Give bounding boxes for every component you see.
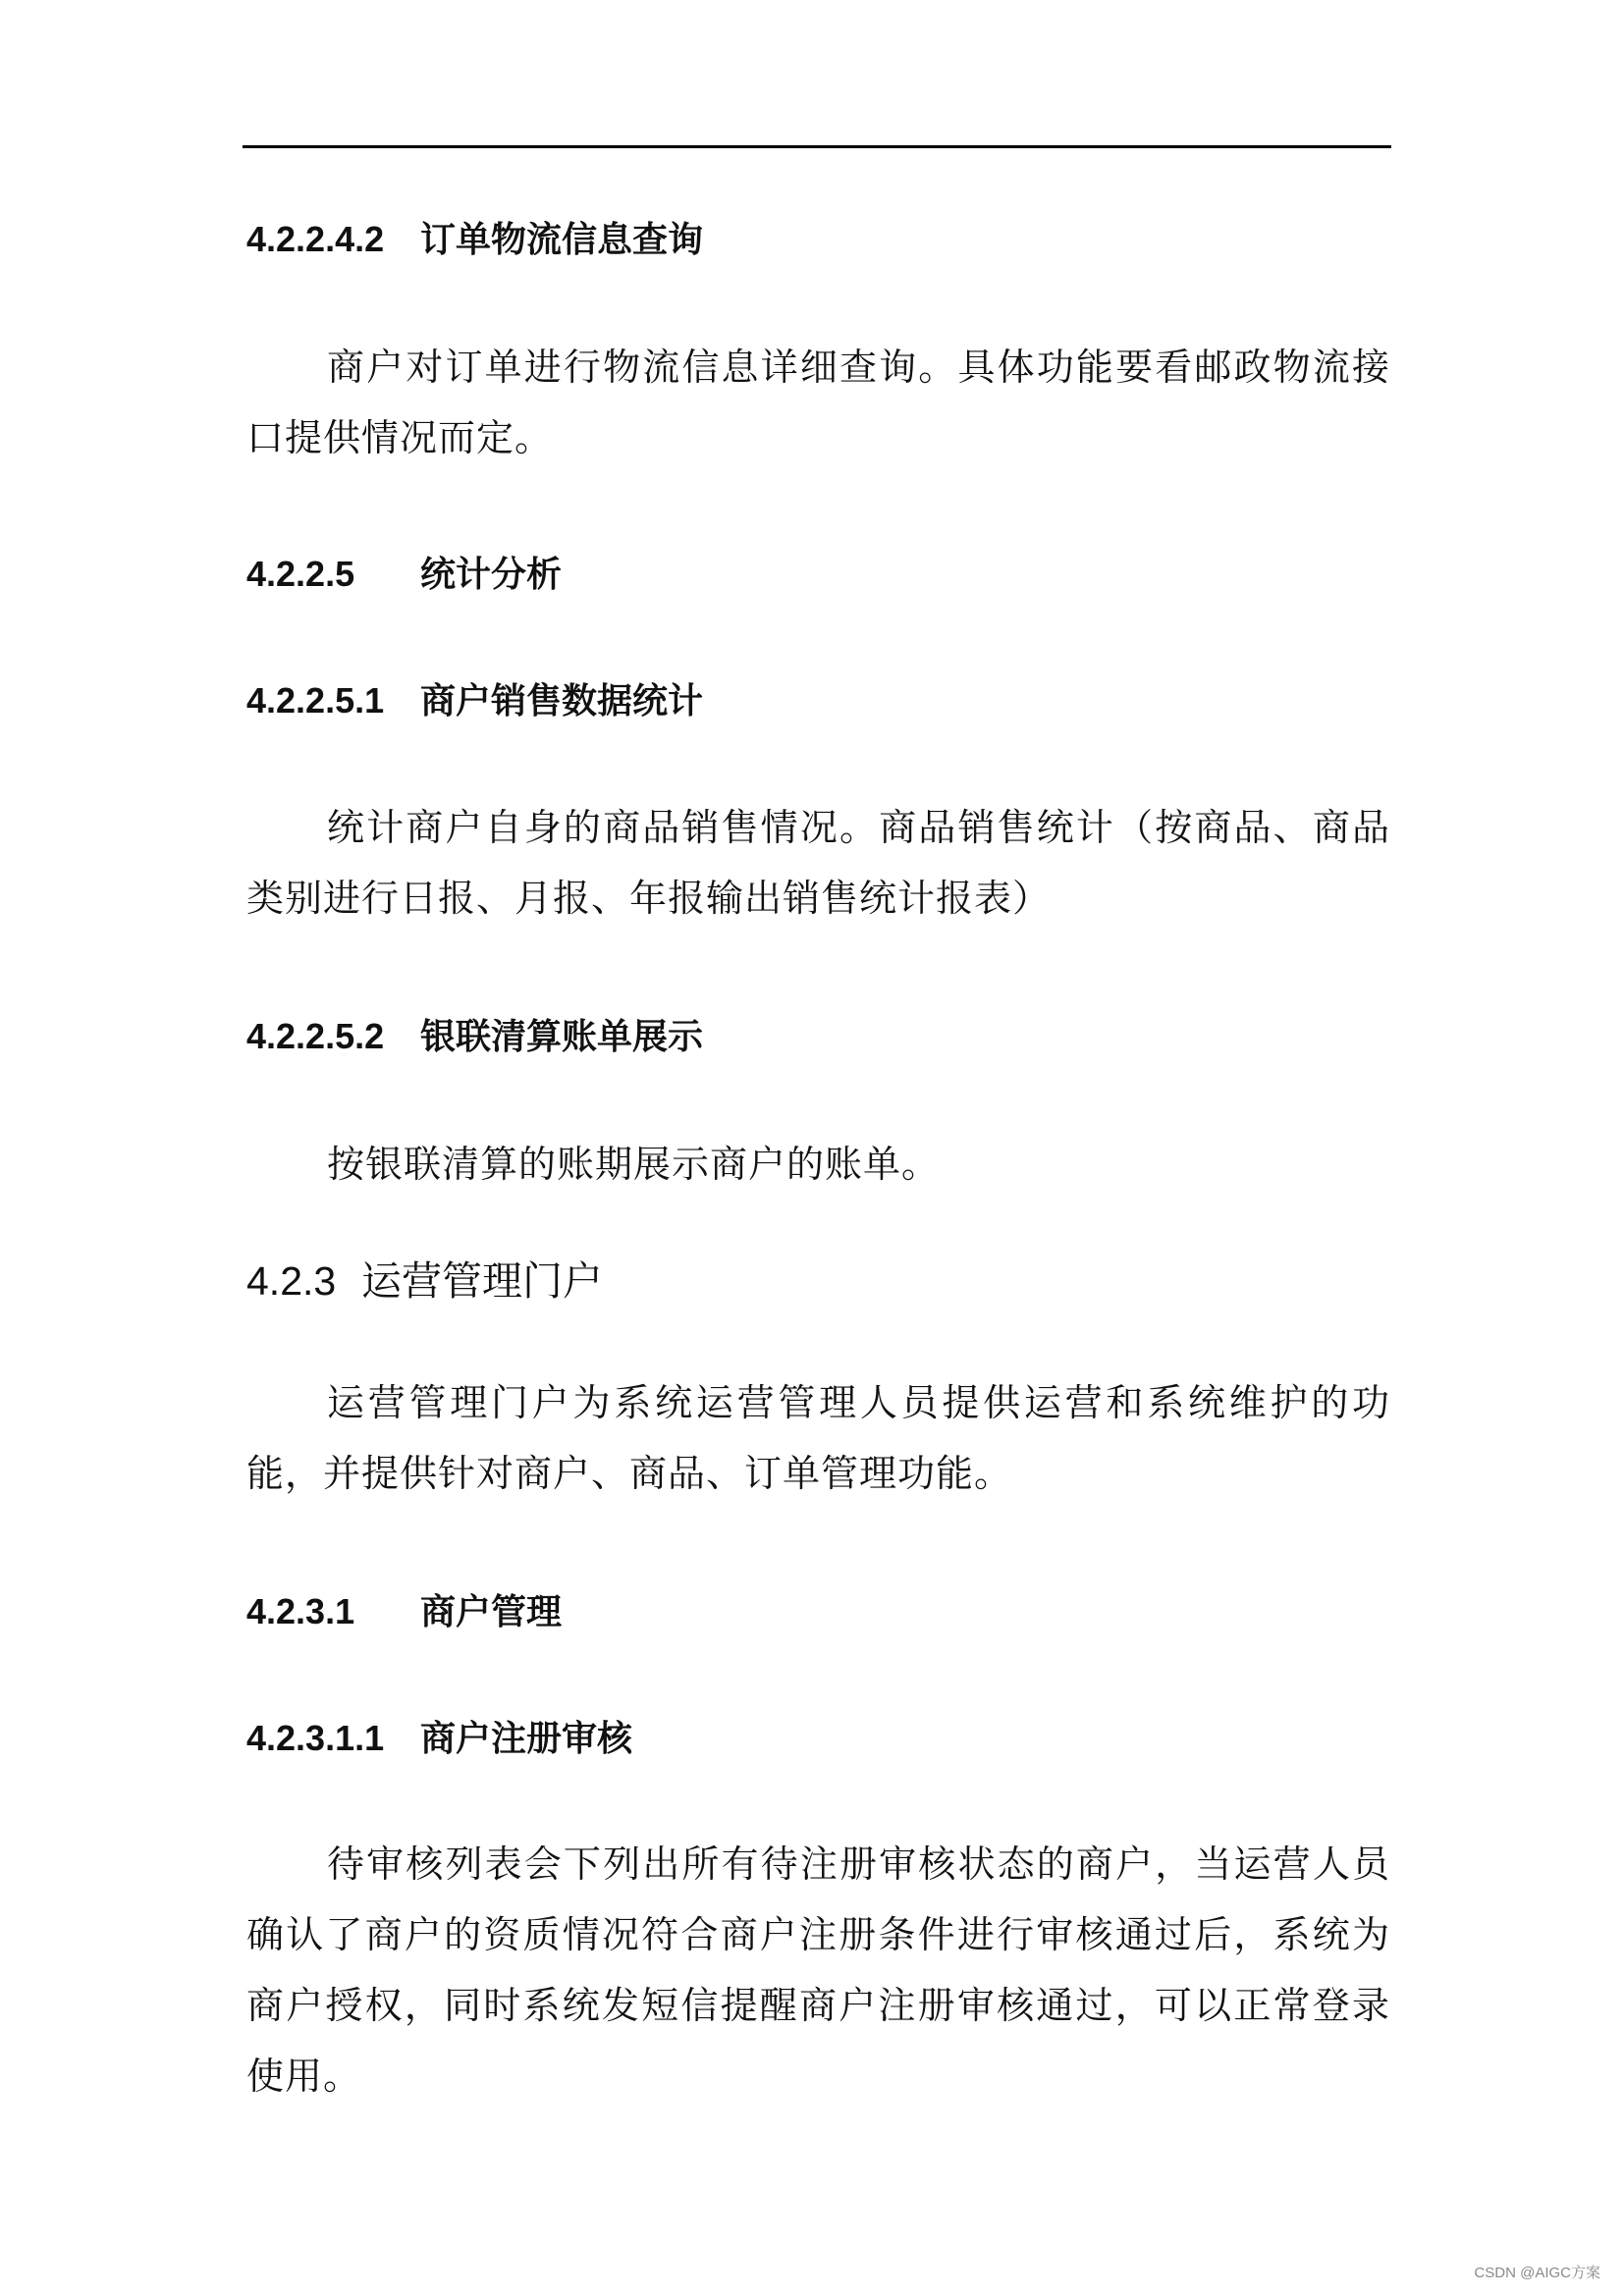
- section-heading-4-2-3-1: [246, 1590, 562, 1634]
- body-paragraph: 待审核列表会下列出所有待注册审核状态的商户，当运营人员确认了商户的资质情况符合商户注册条件进行审核通过后，系统为商户授权，同时系统发短信提醒商户注册审核通过，可以正常登录使用。: [246, 1842, 1390, 2098]
- section-number: 4.2.2.4.2: [246, 219, 385, 259]
- watermark: CSDN @AIGC方案: [1474, 2265, 1600, 2281]
- section-number: 4.2.2.5.2: [246, 1016, 385, 1056]
- section-title: 商户注册审核: [420, 1719, 633, 1759]
- section-title: 统计分析: [420, 555, 563, 595]
- section-title: 订单物流信息查询: [420, 220, 704, 260]
- section-number: 4.2.2.5.1: [246, 680, 385, 721]
- section-title: 银联清算账单展示: [420, 1017, 704, 1057]
- section-heading-4-2-2-5-2: [246, 1015, 703, 1059]
- section-heading-4-2-3-1-1: [246, 1717, 632, 1761]
- body-paragraph: 统计商户自身的商品销售情况。商品销售统计（按商品、商品类别进行日报、月报、年报输出销售统计报表）: [246, 806, 1390, 920]
- section-number: 4.2.3: [246, 1258, 337, 1304]
- section-title: 运营管理门户: [361, 1257, 603, 1305]
- body-paragraph: 运营管理门户为系统运营管理人员提供运营和系统维护的功能，并提供针对商户、商品、订单管理功能。: [246, 1381, 1390, 1495]
- section-heading-4-2-2-5-1: [246, 679, 703, 723]
- section-title: 商户销售数据统计: [420, 681, 704, 721]
- section-number: 4.2.3.1: [246, 1591, 355, 1631]
- section-title: 商户管理: [420, 1592, 563, 1632]
- header-rule: [243, 145, 1391, 148]
- section-heading-4-2-3: [246, 1256, 603, 1306]
- section-heading-4-2-2-5: [246, 553, 562, 597]
- body-paragraph: 商户对订单进行物流信息详细查询。具体功能要看邮政物流接口提供情况而定。: [246, 346, 1390, 459]
- section-number: 4.2.2.5: [246, 554, 355, 594]
- section-heading-4-2-2-4-2: [246, 218, 703, 262]
- body-paragraph: 按银联清算的账期展示商户的账单。: [327, 1143, 941, 1186]
- section-number: 4.2.3.1.1: [246, 1718, 385, 1758]
